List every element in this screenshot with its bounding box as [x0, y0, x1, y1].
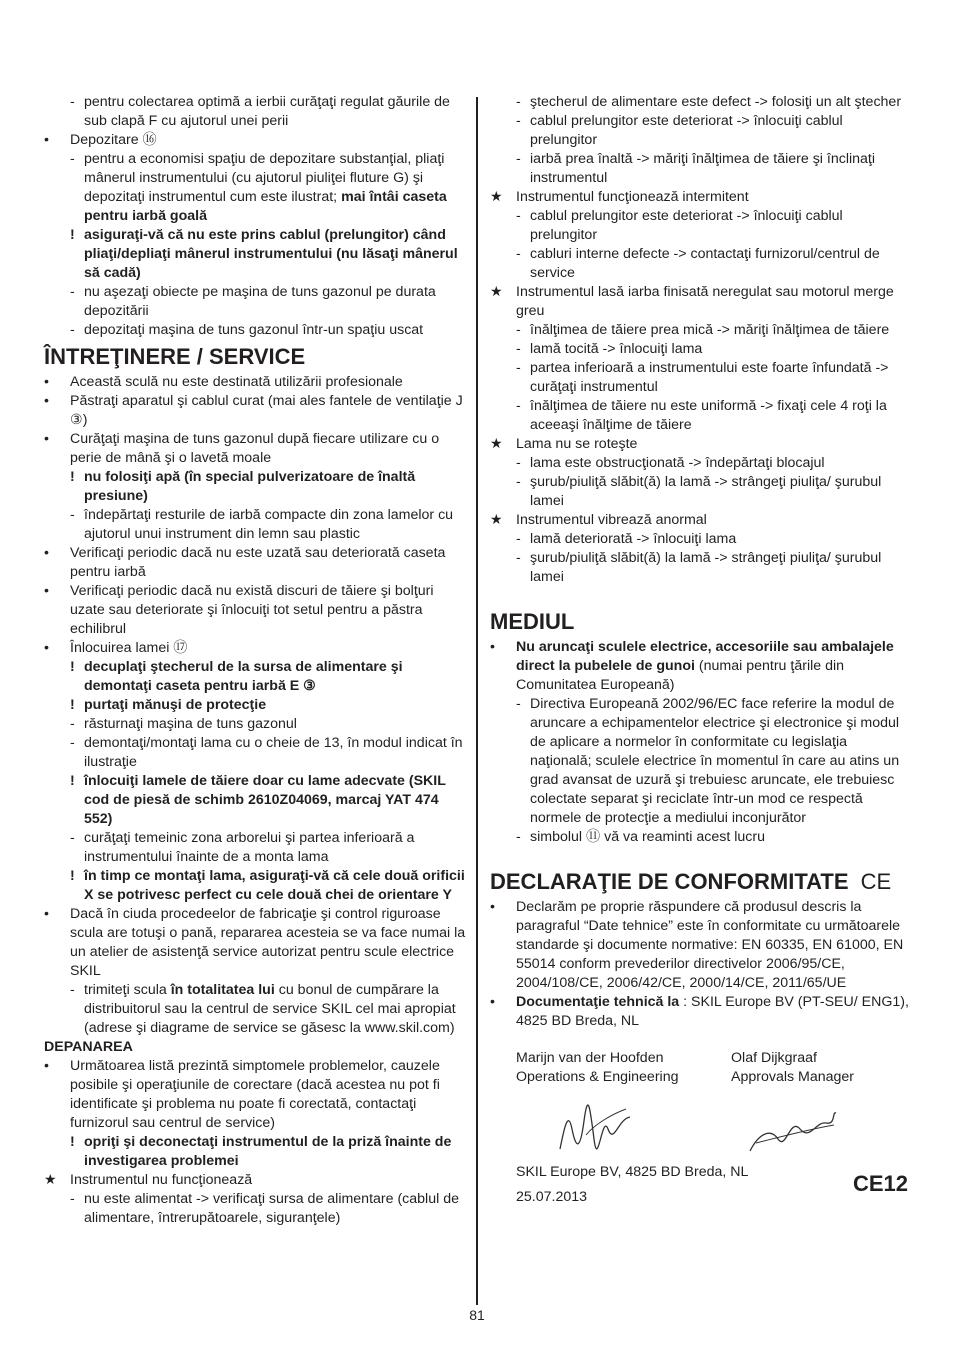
- plain-text: curăţaţi temeinic zona arborelui şi partea inferioară a instrumentului înainte de a monta lama: [84, 830, 415, 865]
- plain-text: opriţi şi deconectaţi instrumentul de la priză înainte de investigarea problemei: [84, 1134, 452, 1169]
- sub-list-item: [490, 112, 912, 150]
- item-text: [70, 1057, 466, 1133]
- section-heading-text: ÎNTREŢINERE / SERVICE: [44, 344, 306, 369]
- signatures-image: [490, 1099, 912, 1155]
- plain-text: asiguraţi-vă că nu este prins cablul (prelungitor) când pliaţi/depliaţi mânerul instrumentului (nu lăsaţi mânerul să cadă): [84, 227, 458, 281]
- sub-list-item: [44, 867, 466, 905]
- star-bullet-icon: ★: [490, 436, 503, 452]
- item-text: [70, 430, 466, 468]
- sub-list-item: [44, 715, 466, 734]
- plain-text: nu aşezaţi obiecte pe maşina de tuns gazonul pe durata depozitării: [84, 284, 436, 319]
- item-text: [70, 905, 466, 981]
- plain-text: purtaţi mănuşi de protecţie: [84, 697, 267, 713]
- bullet-marker: -: [516, 360, 521, 376]
- sub-list-item: [490, 321, 912, 340]
- item-text: [516, 188, 912, 207]
- warning-marker: !: [70, 1134, 75, 1150]
- plain-text: demontaţi/montaţi lama cu o cheie de 13, în modul indicat în ilustraţie: [84, 735, 463, 770]
- section-heading: [44, 344, 466, 370]
- item-text: [530, 454, 912, 473]
- bullet-marker: •: [44, 906, 49, 922]
- bullet-marker: -: [70, 982, 75, 998]
- bullet-marker: -: [516, 474, 521, 490]
- spacer: [490, 847, 912, 865]
- list-item: [44, 430, 466, 468]
- bullet-marker: -: [516, 113, 521, 129]
- list-item: [490, 283, 912, 321]
- list-item: [490, 511, 912, 530]
- bullet-marker: -: [70, 322, 75, 338]
- bullet-marker: -: [516, 829, 521, 845]
- plain-text: ştecherul de alimentare este defect -> folosiţi un alt ştecher: [530, 94, 902, 110]
- list-item: [44, 582, 466, 639]
- bullet-marker: -: [70, 94, 75, 110]
- list-item: [490, 898, 912, 993]
- left-column: [44, 93, 466, 1228]
- plain-text: lama este obstrucţionată -> îndepărtaţi blocajul: [530, 455, 825, 471]
- sub-list-item: [490, 207, 912, 245]
- section-heading: [490, 869, 912, 895]
- right-column: [490, 93, 912, 1207]
- bullet-marker: •: [44, 431, 49, 447]
- item-text: [84, 715, 466, 734]
- company-address: SKIL Europe BV, 4825 BD Breda, NL: [516, 1164, 749, 1180]
- sub-list-item: [490, 549, 912, 587]
- bullet-marker: -: [516, 151, 521, 167]
- list-item: [44, 905, 466, 981]
- sub-list-item: [44, 1133, 466, 1171]
- warning-marker: !: [70, 697, 75, 713]
- sub-list-item: [490, 150, 912, 188]
- sub-list-item: [44, 468, 466, 506]
- signer-1-role: Operations & Engineering: [516, 1069, 679, 1085]
- item-text: [70, 131, 466, 150]
- bullet-marker: -: [70, 830, 75, 846]
- list-item: [44, 1171, 466, 1190]
- plain-text: Verificaţi periodic dacă nu există discuri de tăiere şi bolţuri uzate sau deteriorate şi înlocuiţi tot setul pentru a păstra echilibrul: [70, 583, 434, 637]
- plain-text: înlocuiţi lamele de tăiere doar cu lame adecvate (SKIL cod de piesă de schimb 2610Z04069, marcaj YAT 474 552): [84, 773, 446, 827]
- sub-list-item: [44, 829, 466, 867]
- bullet-marker: •: [44, 374, 49, 390]
- plain-text: Declarăm pe proprie răspundere că produsul descris la paragraful “Date tehnice” este în conformitate cu următoarele standarde şi documente normative: EN 60335, EN 61000, EN 55014 conform prevederilor directivelor 2006/95/CE, 2004/108/CE, 2006/42/CE, 2000/14/CE, 2011/65/UE: [516, 899, 904, 991]
- list-item: [44, 131, 466, 150]
- sub-list-item: [44, 981, 466, 1038]
- bullet-marker: -: [70, 716, 75, 732]
- subheading: DEPANAREA: [44, 1039, 133, 1055]
- plain-text: nu folosiţi apă (în special pulverizatoare de înaltă presiune): [84, 469, 416, 504]
- list-item: [44, 373, 466, 392]
- item-text: [70, 639, 466, 658]
- bold-text: Nu aruncaţi sculele electrice, accesoriile sau ambalajele direct la pubelele de gunoi: [516, 639, 894, 674]
- bullet-marker: -: [516, 455, 521, 471]
- sub-list-item: [44, 696, 466, 715]
- list-item: [44, 639, 466, 658]
- plain-text: Lama nu se roteşte: [516, 436, 638, 452]
- bullet-marker: -: [70, 507, 75, 523]
- page-number: 81: [469, 1307, 485, 1323]
- bullet-marker: -: [516, 341, 521, 357]
- sub-list-item: [490, 359, 912, 397]
- item-text: [516, 511, 912, 530]
- ce12-mark-icon: CE12: [852, 1171, 908, 1196]
- plain-text: înălţimea de tăiere nu este uniformă -> fixaţi cele 4 roţi la aceeaşi înălţime de tăiere: [530, 398, 887, 433]
- sub-list-item: [44, 93, 466, 131]
- footer-block: [516, 1163, 912, 1207]
- item-text: [84, 734, 466, 772]
- plain-text: Instrumentul funcţionează intermitent: [516, 189, 749, 205]
- plain-text: lamă tocită -> înlocuiţi lama: [530, 341, 703, 357]
- bullet-marker: -: [516, 246, 521, 262]
- bullet-marker: -: [516, 398, 521, 414]
- bullet-marker: •: [490, 639, 495, 655]
- plain-text: îndepărtaţi resturile de iarbă compacte din zona lamelor cu ajutorul unui instrument din lemn sau plastic: [84, 507, 454, 542]
- bullet-marker: •: [44, 132, 49, 148]
- item-text: [530, 112, 912, 150]
- item-text: [84, 93, 466, 131]
- plain-text: pentru a economisi spaţiu de depozitare substanţial, pliaţi mânerul instrumentului (cu ajutorul piuliţei fluture G) şi depozitaţi instrumentul cum este ilustrat;: [84, 151, 445, 205]
- item-text: [70, 392, 466, 430]
- list-item: [490, 435, 912, 454]
- item-text: [84, 981, 466, 1038]
- sub-list-item: [490, 454, 912, 473]
- plain-text: şurub/piuliţă slăbit(ă) la lamă -> strângeţi piuliţa/ şurubul lamei: [530, 474, 882, 509]
- item-text: [516, 993, 912, 1031]
- item-text: [530, 473, 912, 511]
- sub-list-item: [44, 321, 466, 340]
- plain-text: Înlocuirea lamei ⑰: [70, 640, 188, 656]
- item-text: [70, 544, 466, 582]
- bold-text: în totalitatea lui: [170, 982, 275, 998]
- sub-list-item: [44, 283, 466, 321]
- plain-text: răsturnaţi maşina de tuns gazonul: [84, 716, 297, 732]
- item-text: [516, 638, 912, 695]
- item-text: [84, 150, 466, 226]
- plain-text: cu bonul de cumpărare la distribuitorul sau la centrul de service SKIL cel mai apropiat (adrese şi diagrame de service se găsesc la www.skil.com): [84, 982, 456, 1036]
- list-item: [490, 993, 912, 1031]
- sub-list-item: [490, 340, 912, 359]
- sub-list-item: [44, 658, 466, 696]
- plain-text: depozitaţi maşina de tuns gazonul într-un spaţiu uscat: [84, 322, 424, 338]
- bold-text: mai întâi caseta pentru iarbă goală: [84, 189, 447, 224]
- plain-text: lamă deteriorată -> înlocuiţi lama: [530, 531, 737, 547]
- column-divider: [476, 97, 478, 1305]
- bullet-marker: •: [490, 994, 495, 1010]
- plain-text: Dacă în ciuda procedeelor de fabricaţie şi control riguroase scula are totuşi o pană, repararea acesteia se va face numai la un atelier de asistenţă service autorizat pentru scule electrice SKIL: [70, 906, 466, 979]
- star-bullet-icon: ★: [490, 284, 503, 300]
- item-text: [84, 696, 466, 715]
- item-text: [530, 150, 912, 188]
- sub-list-item: [44, 1190, 466, 1228]
- sub-list-item: [490, 695, 912, 828]
- item-text: [530, 93, 912, 112]
- bullet-marker: •: [44, 1058, 49, 1074]
- plain-text: cablul prelungitor este deteriorat -> înlocuiţi cablul prelungitor: [530, 113, 843, 148]
- item-text: [530, 207, 912, 245]
- plain-text: Instrumentul nu funcţionează: [70, 1172, 253, 1188]
- item-text: [70, 1171, 466, 1190]
- plain-text: cabluri interne defecte -> contactaţi furnizorul/centrul de service: [530, 246, 880, 281]
- plain-text: Directiva Europeană 2002/96/EC face referire la modul de aruncare a echipamentelor electrice şi electronice şi modul de aplicare a normelor în conformitate cu legislaţia naţională; sculele electrice în momentul în care au atins un grad avansat de uzură şi trebuiesc aruncate, ele trebuiesc colectate separat şi reciclate într-un mod ce respectă normele de protecţie a mediului inconjurător: [530, 696, 900, 826]
- bullet-marker: -: [516, 322, 521, 338]
- sub-list-item: [44, 226, 466, 283]
- item-text: [530, 549, 912, 587]
- bullet-marker: -: [70, 1191, 75, 1207]
- plain-text: cablul prelungitor este deteriorat -> înlocuiţi cablul prelungitor: [530, 208, 843, 243]
- sub-list-item: [44, 506, 466, 544]
- item-text: [84, 1133, 466, 1171]
- bullet-marker: •: [44, 583, 49, 599]
- plain-text: nu este alimentat -> verificaţi sursa de alimentare (cablul de alimentare, întrerupătoarele, siguranţele): [84, 1191, 459, 1226]
- item-text: [70, 582, 466, 639]
- item-text: [530, 245, 912, 283]
- plain-text: Păstraţi aparatul şi cablul curat (mai ales fantele de ventilaţie J ③): [70, 393, 463, 428]
- spacer: [490, 1031, 912, 1049]
- plain-text: Această sculă nu este destinată utilizării profesionale: [70, 374, 403, 390]
- bullet-marker: •: [44, 545, 49, 561]
- plain-text: Instrumentul lasă iarba finisată neregulat sau motorul merge greu: [516, 284, 894, 319]
- plain-text: pentru colectarea optimă a ierbii curăţaţi regulat găurile de sub clapă F cu ajutorul unei perii: [84, 94, 450, 129]
- sub-list-item: [490, 245, 912, 283]
- item-text: [530, 397, 912, 435]
- item-text: [84, 506, 466, 544]
- item-text: [84, 283, 466, 321]
- item-text: [530, 695, 912, 828]
- plain-text: iarbă prea înaltă -> măriţi înălţimea de tăiere şi înclinaţi instrumentul: [530, 151, 876, 186]
- item-text: [530, 530, 912, 549]
- plain-text: partea inferioară a instrumentului este foarte înfundată -> curăţaţi instrumentul: [530, 360, 889, 395]
- item-text: [84, 1190, 466, 1228]
- plain-text: şurub/piuliţă slăbit(ă) la lamă -> strângeţi piuliţa/ şurubul lamei: [530, 550, 882, 585]
- plain-text: Instrumentul vibrează anormal: [516, 512, 707, 528]
- warning-marker: !: [70, 659, 75, 675]
- list-item: [44, 544, 466, 582]
- item-text: [84, 829, 466, 867]
- bullet-marker: •: [490, 899, 495, 915]
- sub-list-item: [490, 473, 912, 511]
- plain-text: Depozitare ⑯: [70, 132, 157, 148]
- star-bullet-icon: ★: [490, 189, 503, 205]
- plain-text: (numai pentru ţările din Comunitatea Europeană): [516, 658, 845, 693]
- item-text: [84, 226, 466, 283]
- plain-text: simbolul ⑪ vă va reaminti acest lucru: [530, 829, 765, 845]
- list-item: [490, 638, 912, 695]
- item-text: [84, 658, 466, 696]
- bold-text: Documentaţie tehnică la: [516, 994, 680, 1010]
- bullet-marker: -: [70, 151, 75, 167]
- warning-marker: !: [70, 469, 75, 485]
- item-text: [516, 898, 912, 993]
- sub-list-item: [490, 828, 912, 847]
- signature-names: [516, 1049, 912, 1087]
- item-text: [530, 340, 912, 359]
- plain-text: Verificaţi periodic dacă nu este uzată sau deteriorată caseta pentru iarbă: [70, 545, 446, 580]
- bullet-marker: -: [70, 284, 75, 300]
- sub-list-item: [490, 93, 912, 112]
- bullet-marker: -: [516, 531, 521, 547]
- item-text: [530, 359, 912, 397]
- bullet-marker: -: [516, 550, 521, 566]
- bullet-marker: -: [70, 735, 75, 751]
- sub-list-item: [490, 397, 912, 435]
- bullet-marker: -: [516, 94, 521, 110]
- item-text: [84, 321, 466, 340]
- warning-marker: !: [70, 227, 75, 243]
- list-item: [44, 1057, 466, 1133]
- bullet-marker: •: [44, 393, 49, 409]
- item-text: [84, 468, 466, 506]
- ce-mark-icon: CE: [854, 869, 892, 894]
- warning-marker: !: [70, 773, 75, 789]
- warning-marker: !: [70, 868, 75, 884]
- list-item: [44, 392, 466, 430]
- signer-2-role: Approvals Manager: [731, 1069, 855, 1085]
- signer-1-name: Marijn van der Hoofden: [516, 1050, 664, 1066]
- item-text: [516, 435, 912, 454]
- sub-list-item: [490, 530, 912, 549]
- item-text: [70, 373, 466, 392]
- item-text: [530, 321, 912, 340]
- item-text: [516, 283, 912, 321]
- plain-text: decuplaţi ştecherul de la sursa de alimentare şi demontaţi caseta pentru iarbă E ③: [84, 659, 403, 694]
- sub-list-item: [44, 772, 466, 829]
- bullet-marker: -: [516, 696, 521, 712]
- list-item: [490, 188, 912, 207]
- bullet-marker: •: [44, 640, 49, 656]
- section-heading-text: DECLARAŢIE DE CONFORMITATE: [490, 869, 849, 894]
- plain-text: în timp ce montaţi lama, asiguraţi-vă că cele două orificii X se potrivesc perfect cu cele două chei de orientare Y: [84, 868, 465, 903]
- plain-text: Următoarea listă prezintă simptomele problemelor, cauzele posibile şi operaţiunile de corectare (dacă acestea nu pot fi identificate şi problema nu poate fi corectată, contactaţi furnizorul sau centrul de service): [70, 1058, 440, 1131]
- item-text: [530, 828, 912, 847]
- item-text: [84, 772, 466, 829]
- plain-text: trimiteţi scula: [84, 982, 167, 998]
- spacer: [490, 587, 912, 605]
- declaration-date: 25.07.2013: [516, 1189, 588, 1205]
- plain-text: înălţimea de tăiere prea mică -> măriţi înălţimea de tăiere: [530, 322, 890, 338]
- section-heading-text: MEDIUL: [490, 609, 575, 634]
- sub-list-item: [44, 734, 466, 772]
- star-bullet-icon: ★: [490, 512, 503, 528]
- item-text: [84, 867, 466, 905]
- sub-list-item: [44, 150, 466, 226]
- star-bullet-icon: ★: [44, 1172, 57, 1188]
- plain-text: : SKIL Europe BV (PT-SEU/ ENG1), 4825 BD Breda, NL: [516, 994, 909, 1029]
- section-heading: [490, 609, 912, 635]
- bullet-marker: -: [516, 208, 521, 224]
- plain-text: Curăţaţi maşina de tuns gazonul după fiecare utilizare cu o perie de mână şi o lavetă moale: [70, 431, 440, 466]
- handwritten-signatures: [490, 1099, 910, 1159]
- signer-2-name: Olaf Dijkgraaf: [731, 1050, 817, 1066]
